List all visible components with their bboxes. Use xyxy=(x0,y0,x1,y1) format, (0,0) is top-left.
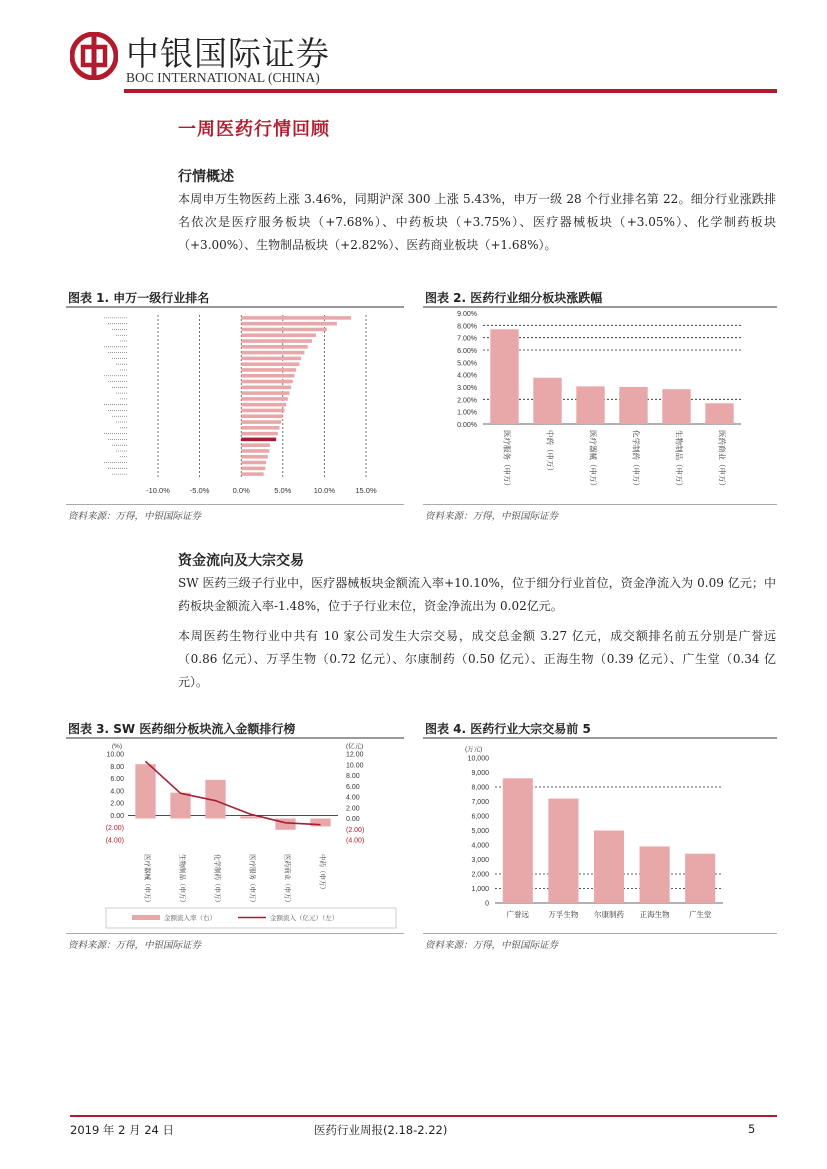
fig3-right-tick: (4.00) xyxy=(346,837,365,845)
fig2-y-tick: 0.00% xyxy=(457,422,477,429)
fig3-left-tick: 4.00 xyxy=(110,788,124,796)
fig4-bar xyxy=(640,846,670,903)
fig4-y-tick: 0 xyxy=(485,900,489,908)
fig1-chart xyxy=(66,309,404,503)
fig3-legend-line-label: 金额流入（亿元）（左） xyxy=(270,915,339,922)
fig3-bar xyxy=(310,819,330,827)
fig2-y-tick: 6.00% xyxy=(457,348,477,355)
fig3-left-tick: (2.00) xyxy=(105,825,124,833)
fig1-bar xyxy=(241,322,337,326)
fig4-x-tick: 尔康制药 xyxy=(594,910,624,919)
fig3-left-tick: (4.00) xyxy=(105,837,124,845)
fig1-bar xyxy=(241,357,301,361)
fig1-bar xyxy=(241,351,304,355)
fig3-bar xyxy=(135,764,155,818)
fig1-bar xyxy=(241,391,289,395)
fig2-y-tick: 7.00% xyxy=(457,335,477,343)
fig1-bar xyxy=(241,374,294,378)
fig2-y-tick: 1.00% xyxy=(457,409,477,417)
fig3-bar xyxy=(170,793,190,819)
fig3-legend-bar-label: 金额流入率（右） xyxy=(164,915,216,922)
fig2-bar xyxy=(576,386,604,424)
fig3-title: 图表 3. SW 医药细分板块流入金额排行榜 xyxy=(68,722,296,736)
fig4-bar xyxy=(548,799,578,903)
fig4-y-tick: 7,000 xyxy=(471,799,489,806)
fig2-bar xyxy=(490,329,518,424)
fig4-y-tick: 1,000 xyxy=(471,886,489,893)
fig2-source-rule xyxy=(423,504,777,505)
section-title: 一周医药行情回顾 xyxy=(178,119,330,140)
fig3-x-tick: 医疗器械（申万） xyxy=(143,854,151,906)
fig1-bar xyxy=(241,443,270,447)
fig3-right-tick: 10.00 xyxy=(346,762,364,770)
fig1-bar xyxy=(241,333,316,337)
flow-paragraph xyxy=(178,572,776,701)
fig4-y-tick: 2,000 xyxy=(471,871,489,879)
footer-date: 2019 年 2 月 24 日 xyxy=(70,1123,174,1137)
fig3-right-tick: 12.00 xyxy=(346,751,364,759)
fig1-bar xyxy=(241,438,276,442)
fig3-x-tick: 中药（申万） xyxy=(318,854,326,893)
fig3-left-tick: 0.00 xyxy=(110,812,124,820)
overview-title: 行情概述 xyxy=(178,169,234,185)
fig4-bar xyxy=(503,778,533,903)
fig4-bar xyxy=(685,854,715,903)
fig1-bar xyxy=(241,316,351,320)
fig1-bar xyxy=(241,368,296,372)
footer-report-title: 医药行业周报(2.18-2.22) xyxy=(314,1123,448,1137)
fig4-x-tick: 广生堂 xyxy=(688,910,712,919)
fig1-bar xyxy=(241,328,327,332)
fig3-right-tick: 0.00 xyxy=(346,816,360,823)
fig1-title-rule xyxy=(66,306,404,308)
fig3-left-unit: (%) xyxy=(111,743,122,750)
fig4-chart xyxy=(423,740,777,932)
fig4-x-tick: 正海生物 xyxy=(639,910,670,919)
fig2-bar xyxy=(619,387,647,424)
fig1-bar xyxy=(241,455,268,459)
overview-text: 本周申万生物医药上涨 3.46%，同期沪深 300 上涨 5.43%，申万一级 28 个行业排名第 22。细分行业涨跌排名依次是医疗服务板块（+7.68%）、中药板块（+3.75%）、医疗器械板块（+3.05%）、化学制药板块（+3.00%）、生物制品板块（+2.82%）、医药商业板块（+1.68%）。 xyxy=(178,192,776,252)
fig4-title: 图表 4. 医药行业大宗交易前 5 xyxy=(425,722,591,736)
fig3-x-tick: 生物制品（申万） xyxy=(178,854,186,906)
fig3-right-tick: 4.00 xyxy=(346,794,360,802)
fig2-y-tick: 4.00% xyxy=(457,372,477,380)
fig1-x-tick: -10.0% xyxy=(146,486,170,495)
fig3-right-unit: (亿元) xyxy=(346,743,364,750)
fig1-x-tick: 15.0% xyxy=(355,486,377,495)
overview-paragraph xyxy=(178,188,776,264)
fig4-y-tick: 10,000 xyxy=(467,755,489,763)
fig4-x-tick: 万孚生物 xyxy=(548,910,579,919)
fig2-y-tick: 5.00% xyxy=(457,360,477,368)
brand-name-cn: 中银国际证券 xyxy=(126,34,330,73)
header-rule xyxy=(124,89,777,93)
fig1-bar xyxy=(241,472,263,476)
fig1-bar xyxy=(241,380,293,384)
fig1-bar xyxy=(241,449,269,453)
fig4-y-tick: 3,000 xyxy=(471,857,489,864)
fig1-bar xyxy=(241,339,312,343)
fig1-bar xyxy=(241,461,266,465)
fig3-left-tick: 6.00 xyxy=(110,776,124,784)
fig1-source-rule xyxy=(66,504,404,505)
fig2-y-tick: 2.00% xyxy=(457,397,477,405)
fig3-source: 资料来源：万得，中银国际证券 xyxy=(68,940,202,951)
fig2-title-rule xyxy=(423,306,777,308)
fig4-y-tick: 8,000 xyxy=(471,784,489,792)
fig3-legend-bar-swatch xyxy=(132,915,160,920)
fig4-bar xyxy=(594,831,624,904)
fig3-left-tick: 10.00 xyxy=(106,751,124,759)
brand-name-en: BOC INTERNATIONAL (CHINA) xyxy=(126,70,320,85)
fig1-x-tick: 5.0% xyxy=(274,486,292,495)
fig2-source: 资料来源：万得，中银国际证券 xyxy=(425,511,559,522)
fig3-right-tick: 2.00 xyxy=(346,805,360,813)
fig2-x-tick: 化学制药（申万） xyxy=(631,430,641,490)
boc-logo xyxy=(70,32,118,80)
fig1-bar xyxy=(241,414,283,418)
fig3-bar xyxy=(275,819,295,830)
fig2-title: 图表 2. 医药行业细分板块涨跌幅 xyxy=(425,291,603,305)
fig2-x-tick: 医疗器械（申万） xyxy=(588,430,598,490)
fig2-bar xyxy=(533,378,561,424)
fig3-chart xyxy=(66,740,404,932)
fig1-bar xyxy=(241,420,281,424)
fig4-source-rule xyxy=(423,933,777,934)
fig1-title: 图表 1. 申万一级行业排名 xyxy=(68,291,210,305)
fig3-left-tick: 8.00 xyxy=(110,763,124,771)
fig1-bar xyxy=(241,426,279,430)
fig2-x-tick: 医疗服务（申万） xyxy=(502,430,512,490)
fig1-bar xyxy=(241,386,291,390)
fig2-x-tick: 中药（申万） xyxy=(545,430,555,475)
fig3-right-tick: 8.00 xyxy=(346,773,360,780)
fig3-source-rule xyxy=(66,933,404,934)
fig3-x-tick: 医药商业（申万） xyxy=(283,854,291,906)
footer-page-number: 5 xyxy=(748,1122,756,1136)
fig3-x-tick: 医疗服务（申万） xyxy=(248,854,256,906)
flow-text-2: 本周医药生物行业中共有 10 家公司发生大宗交易，成交总金额 3.27 亿元，成交额排名前五分别是广誉远（0.86 亿元）、万孚生物（0.72 亿元）、尔康制药（0.50 亿元）、正海生物（0.39 亿元）、广生堂（0.34 亿元）。 xyxy=(178,629,776,689)
fig4-unit: (万元) xyxy=(465,746,483,753)
fig3-right-tick: (2.00) xyxy=(346,826,365,834)
fig3-title-rule xyxy=(66,737,404,739)
fig4-y-tick: 9,000 xyxy=(471,770,489,777)
fig1-bar xyxy=(241,362,299,366)
fig2-bar xyxy=(662,389,690,424)
fig3-right-tick: 6.00 xyxy=(346,783,360,791)
fig2-bar xyxy=(705,403,733,424)
fig1-bar xyxy=(241,345,308,349)
fig2-y-tick: 9.00% xyxy=(457,311,477,318)
fig1-x-tick: 10.0% xyxy=(313,486,336,495)
fig2-x-tick: 生物制品（申万） xyxy=(674,430,684,490)
fig2-y-tick: 3.00% xyxy=(457,385,477,392)
fig4-y-tick: 6,000 xyxy=(471,813,489,821)
fig1-bar xyxy=(241,467,265,471)
fig2-x-tick: 医药商业（申万） xyxy=(717,430,727,490)
fig4-source: 资料来源：万得，中银国际证券 xyxy=(425,940,559,951)
fig1-x-tick: -5.0% xyxy=(189,486,210,495)
fig4-y-tick: 4,000 xyxy=(471,842,489,850)
fig1-bar xyxy=(241,403,286,407)
fig4-title-rule xyxy=(423,737,777,739)
fig1-bar xyxy=(241,432,278,436)
fig3-x-tick: 化学制药（申万） xyxy=(213,854,221,906)
fig2-y-tick: 8.00% xyxy=(457,323,477,331)
fig1-source: 资料来源：万得，中银国际证券 xyxy=(68,511,202,522)
fig4-x-tick: 广誉远 xyxy=(506,910,530,919)
flow-title: 资金流向及大宗交易 xyxy=(178,553,304,569)
flow-text-1: SW 医药三级子行业中，医疗器械板块金额流入率+10.10%，位于细分行业首位，资金净流入为 0.09 亿元；中药板块金额流入率-1.48%，位于子行业末位，资金净流出为 0.02亿元。 xyxy=(178,576,776,613)
fig4-y-tick: 5,000 xyxy=(471,828,489,835)
fig1-bar xyxy=(241,397,288,401)
fig1-x-tick: 0.0% xyxy=(232,486,250,495)
fig1-bar xyxy=(241,409,284,413)
fig2-chart xyxy=(423,309,777,503)
fig3-left-tick: 2.00 xyxy=(110,800,124,808)
footer-rule xyxy=(70,1115,777,1117)
